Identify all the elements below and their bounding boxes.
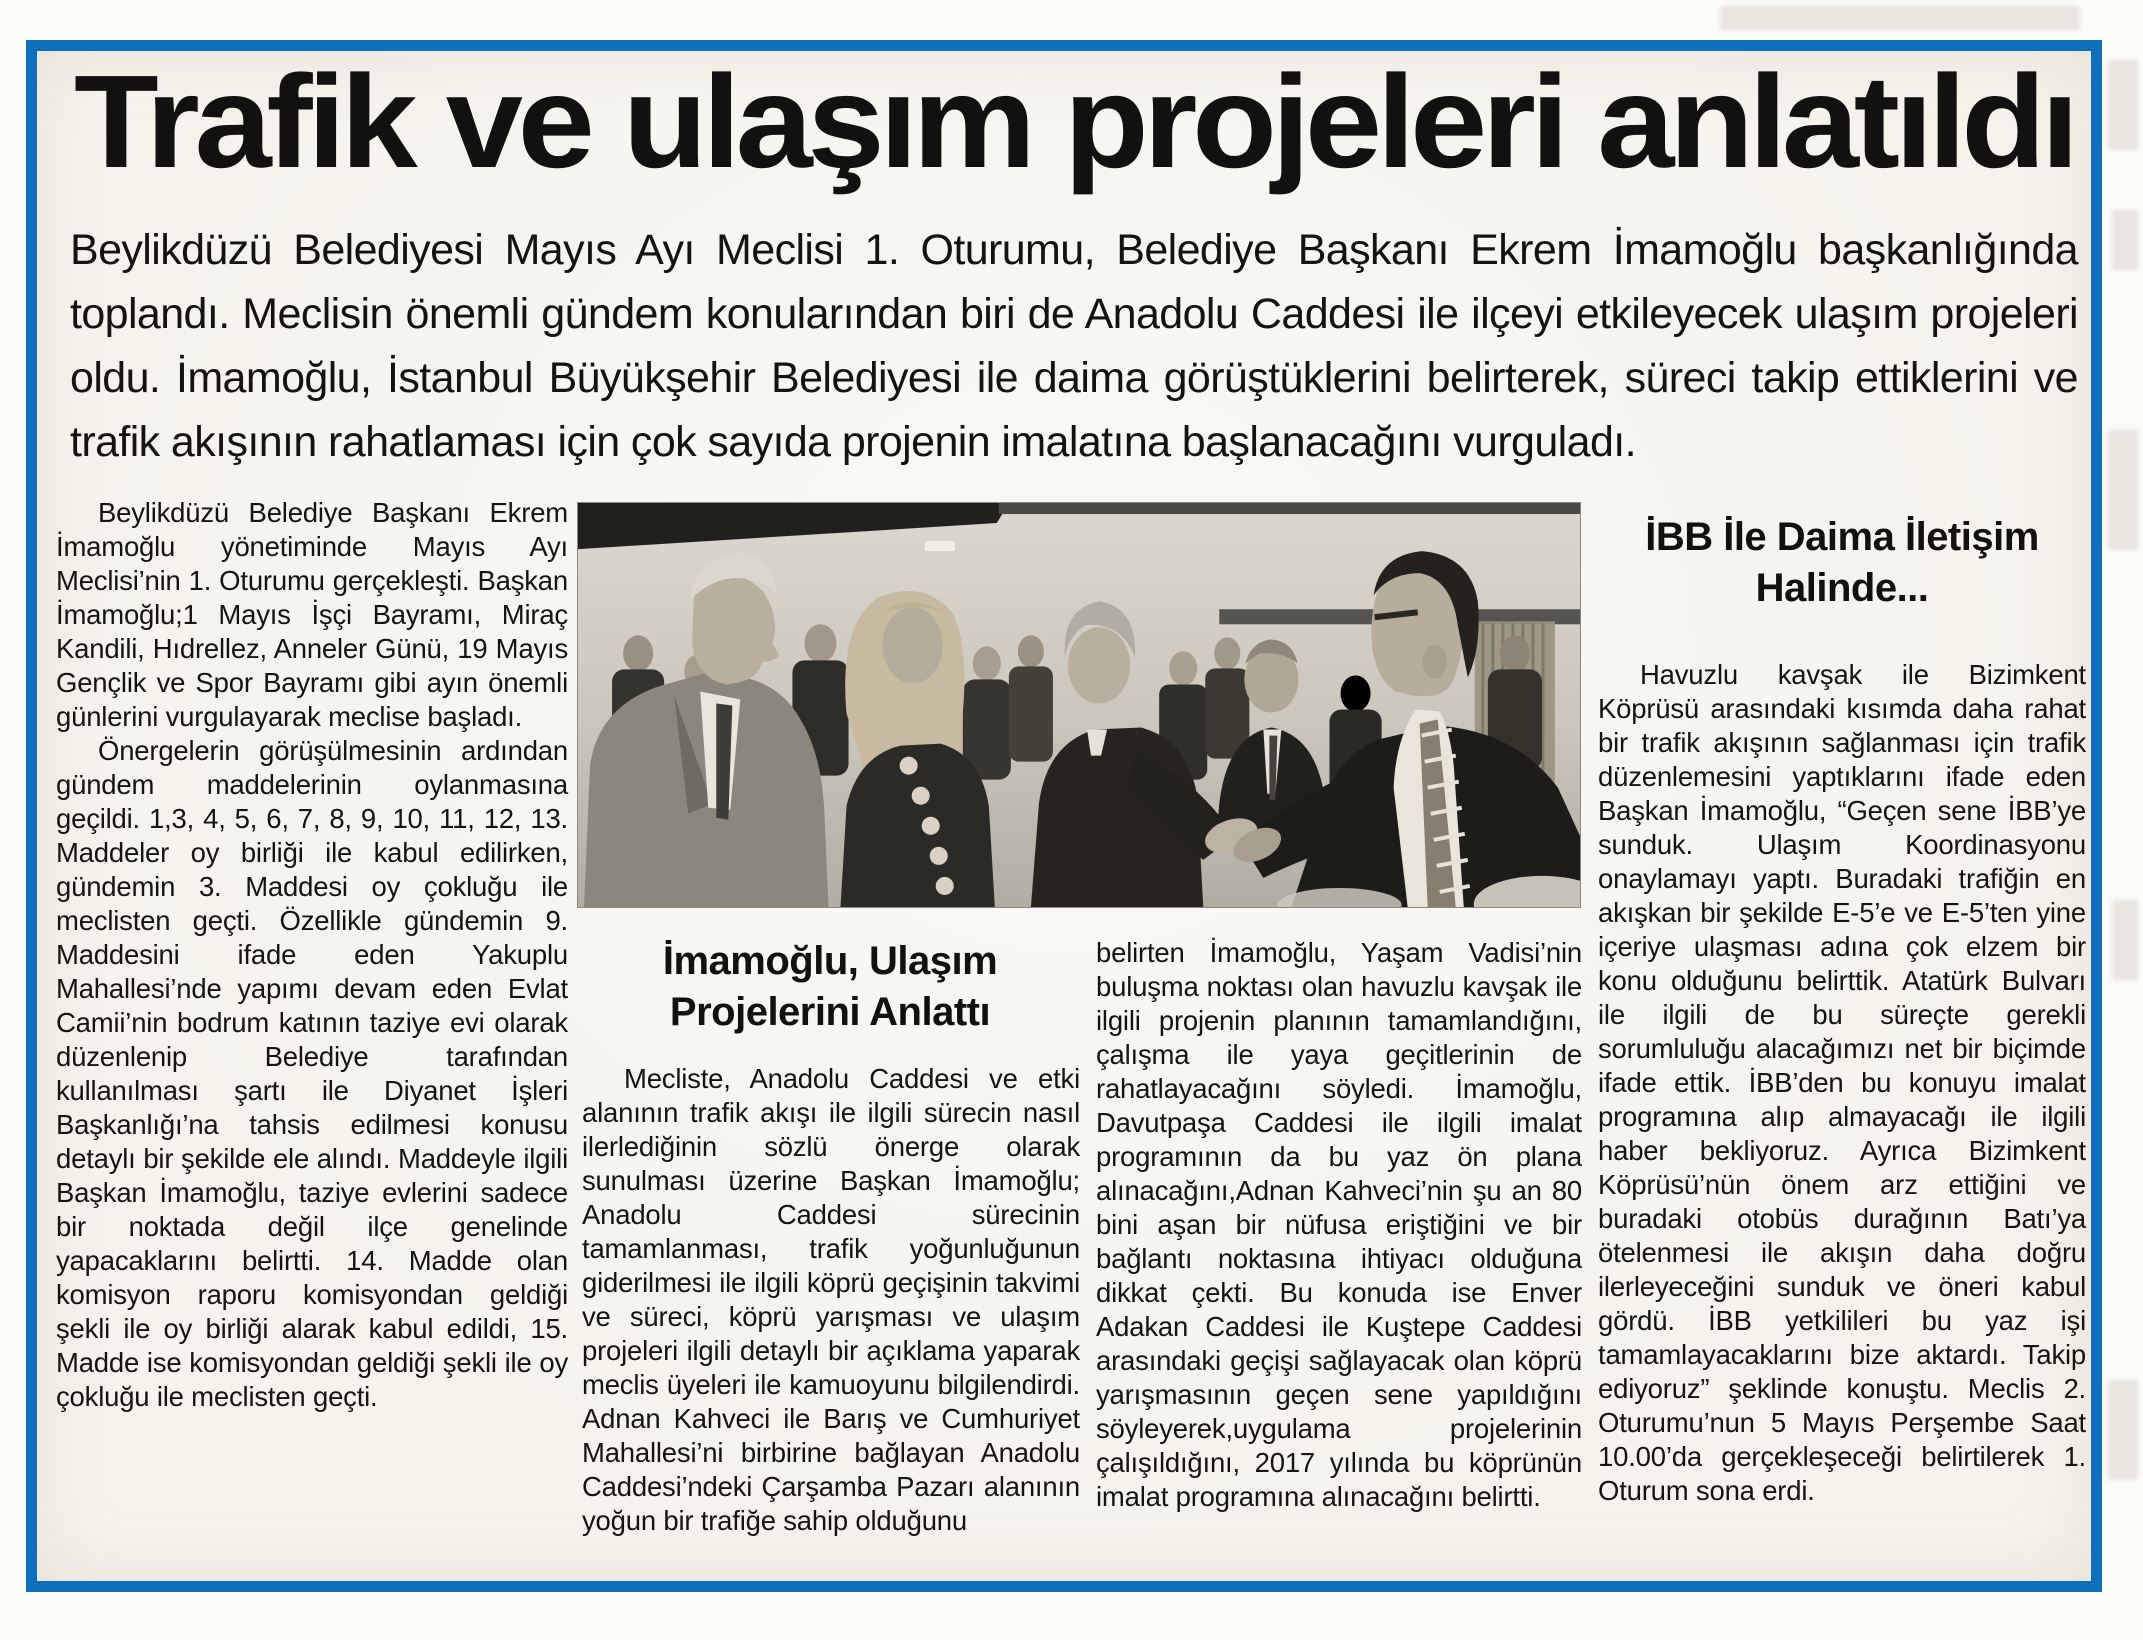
print-bleed-mark xyxy=(2108,430,2138,550)
middle-column-1-text: Mecliste, Anadolu Caddesi ve etki alanının trafik akışı ile ilgili sürecin nasıl ilerlediğinin sözlü önerge olarak sunulması üzerine Başkan İmamoğlu; Anadolu Caddesi sürecinin tamamlanması, trafik yoğunluğunun giderilmesi ile ilgili köprü geçişinin takvimi ve süreci, köprü yarışması ve ulaşım projeleri ilgili detaylı bir açıklama yaparak meclis üyeleri ile kamuoyunu bilgilendirdi. Adnan Kahveci ile Barış ve Cumhuriyet Mahallesi’ni birbirine bağlayan Anadolu Caddesi’ndeki Çarşamba Pazarı alanının yoğun bir trafiğe sahip olduğunu xyxy=(582,1063,1080,1536)
print-bleed-mark xyxy=(2112,900,2138,980)
print-bleed-mark xyxy=(2108,60,2138,150)
meeting-handshake-illustration xyxy=(578,503,1580,907)
middle-column-2 xyxy=(1096,936,1582,1514)
print-bleed-mark xyxy=(2108,1380,2138,1480)
right-column-text: Havuzlu kavşak ile Bizimkent Köprüsü arasındaki kısımda daha rahat bir trafik akışının sağlanması için trafik düzenlemesini yaptıklarını ifade eden Başkan İmamoğlu, “Geçen sene İBB’ye sunduk. Ulaşım Koordinasyonu onaylamayı yaptı. Buradaki trafiğin en akışkan bir şekilde E-5’e ve E-5’ten yine içeriye ulaşması adına çok elzem bir konu olduğunu belirttik. Atatürk Bulvarı ile ilgili de bu süreçte gerekli sorumluluğu alacağımızı net bir biçimde ifade ettik. İBB’den bu konuyu imalat programına alıp almayacağı ile ilgili haber bekliyoruz. Ayrıca Bizimkent Köprüsü’nün önem arz ettiğini ve buradaki otobüs durağının Batı’ya ötelenmesi ile akışın daha doğru ilerleyeceğini sunduk ve öneri kabul gördü. İBB yetkilileri bu yaz işi tamamlayacaklarını bize aktardı. Takip ediyoruz” şeklinde konuştu. Meclis 2. Oturumu’nun 5 Mayıs Perşembe Saat 10.00’da gerçekleşeceği belirtilerek 1. Oturum sona erdi. xyxy=(1598,659,2086,1506)
print-bleed-mark xyxy=(1720,6,2080,30)
right-column-body xyxy=(1598,658,2086,1508)
headline xyxy=(74,48,2074,200)
middle-column-2-text: belirten İmamoğlu, Yaşam Vadisi’nin buluşma noktası olan havuzlu kavşak ile ilgili projenin planının tamamlandığını, çalışma ile yaya geçitlerinin de rahatlayacağını söyledi. İmamoğlu, Davutpaşa Caddesi ile ilgili imalat programının da bu yaz ön plana alınacağını,Adnan Kahveci’nin şu an 80 bini aşan bir nüfusa eriştiğini ve bir bağlantı noktasına ihtiyacı olduğuna dikkat çekti. Bu konuda ise Enver Adakan Caddesi ile Kuştepe Caddesi arasındaki geçişi sağlayacak olan köprü yarışmasının geçen sene yapıldığını söyleyerek,uygulama projelerinin çalışıldığını, 2017 yılında bu köprünün imalat programına alınacağını belirtti. xyxy=(1096,937,1582,1512)
standfirst: Beylikdüzü Belediyesi Mayıs Ayı Meclisi 1. Oturumu, Belediye Başkanı Ekrem İmamoğlu başkanlığında toplandı. Meclisin önemli gündem konularından biri de Anadolu Caddesi ile ilçeyi etkileyecek ulaşım projeleri oldu. İmamoğlu, İstanbul Büyükşehir Belediyesi ile daima görüştüklerini belirterek, süreci takip ettiklerini ve trafik akışının rahatlaması için çok sayıda projenin imalatına başlanacağını vurguladı. xyxy=(70,226,2078,466)
headline-text: Trafik ve ulaşım projeleri anlatıldı xyxy=(74,48,2074,195)
article-photo xyxy=(578,503,1580,907)
left-column xyxy=(56,496,568,1414)
left-column-paragraph-1: Beylikdüzü Belediye Başkanı Ekrem İmamoğlu yönetiminde Mayıs Ayı Meclisi’nin 1. Oturumu gerçekleşti. Başkan İmamoğlu;1 Mayıs İşçi Bayramı, Miraç Kandili, Hıdrellez, Anneler Günü, 19 Mayıs Gençlik ve Spor Bayramı gibi ayın önemli günlerini vurgulayarak meclise başladı. xyxy=(56,497,568,732)
middle-column-1 xyxy=(582,1062,1080,1538)
photo-ceiling-light xyxy=(925,541,955,551)
photo-ceiling-strip xyxy=(999,503,1580,514)
right-column-heading: İBB İle Daima İletişim Halinde... xyxy=(1645,515,2039,610)
print-bleed-mark xyxy=(2112,210,2138,270)
middle-section-heading: İmamoğlu, Ulaşım Projelerini Anlattı xyxy=(662,939,998,1034)
left-column-paragraph-2: Önergelerin görüşülmesinin ardından gündem maddelerinin oylanmasına geçildi. 1,3, 4, 5, 6, 7, 8, 9, 10, 11, 12, 13. Maddeler oy birliği ile kabul edilirken, gündemin 3. Maddesi oy çokluğu ile meclisten geçti. Özellikle gündemin 9. Maddesini ifade eden Yakuplu Mahallesi’nde yapımı devam eden Evlat Camii’nin bodrum katının taziye evi olarak düzenlenip Belediye tarafından kullanılması şartı ile Diyanet İşleri Başkanlığı’na tahsis edilmesi konusu detaylı bir şekilde ele alındı. Maddeyle ilgili Başkan İmamoğlu, taziye evlerini sadece bir noktada değil ilçe genelinde yapacaklarını belirtti. 14. Madde olan komisyon raporu komisyondan geldiği şekli ile oy birliği alarak kabul edildi, 15. Madde ise komisyondan geldiği şekli ile oy çokluğu ile meclisten geçti. xyxy=(56,735,568,1412)
